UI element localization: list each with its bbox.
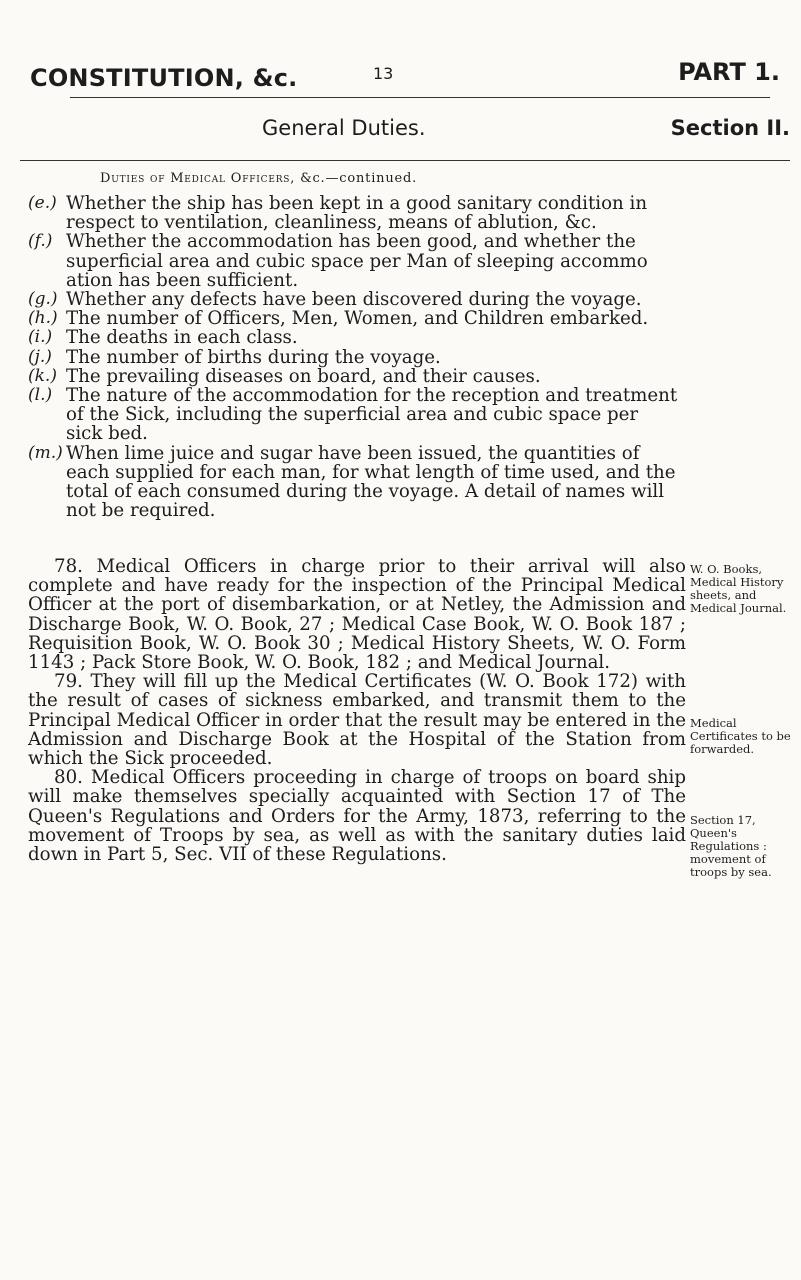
running-head-title: CONSTITUTION, &c. <box>30 64 298 92</box>
subheading <box>100 171 417 186</box>
section-rule <box>20 160 790 161</box>
list-item <box>28 348 678 367</box>
list-item <box>28 367 678 386</box>
list-item <box>28 386 678 444</box>
item-marker: (f.) <box>28 231 53 252</box>
margin-note-section-17: Section 17, Queen's Regulations : movement of troops by sea. <box>690 813 772 879</box>
item-text: The nature of the accommodation for the reception and treatment of the Sick, including the superficial area and cubic space per sick bed. <box>66 385 678 445</box>
running-head-part: PART 1. <box>678 58 780 86</box>
item-marker: (i.) <box>28 327 53 348</box>
list-item <box>28 194 678 232</box>
list-item <box>28 444 678 521</box>
item-marker: (j.) <box>28 346 52 367</box>
margin-note-wo-books: W. O. Books, Medical History sheets, and Medical Journal. <box>690 562 787 615</box>
section-title: General Duties. <box>262 116 426 140</box>
item-marker: (h.) <box>28 308 58 329</box>
item-marker: (k.) <box>28 365 57 386</box>
section-number: Section II. <box>670 116 790 140</box>
paragraph-78: 78. Medical Officers in charge prior to their arrival will also complete and have ready for the inspection of the Principal Medical Officer at the port of disembarkation, or at Netley, the Admission and Discharge Book, W. O. Book, 27 ; Medical Case Book, W. O. Book 187 ; Requisition Book, W. O. Book 30 ; Medical History Sheets, W. O. Form 1143 ; Pack Store Book, W. O. Book, 182 ; and Medical Journal. <box>28 556 686 674</box>
list-item <box>28 328 678 347</box>
item-list <box>28 194 678 520</box>
item-text: Whether the ship has been kept in a good sanitary condition in respect to ventilation, cleanliness, means of ablution, &c. <box>66 193 648 234</box>
list-item <box>28 309 678 328</box>
item-text: The number of Officers, Men, Women, and Children embarked. <box>66 308 649 330</box>
item-marker: (g.) <box>28 289 58 310</box>
page-number: 13 <box>373 64 394 83</box>
subheading-rest: &c.—continued. <box>295 171 418 186</box>
item-text: The number of births during the voyage. <box>66 346 441 368</box>
margin-note-certificates: Medical Certificates to be forwarded. <box>690 716 791 756</box>
paragraph-79: 79. They will fill up the Medical Certificates (W. O. Book 172) with the result of cases of sickness embarked, and transmit them to the Principal Medical Officer in order that the result may be entered in the Admission and Discharge Book at the Hospital of the Station from which the Sick proceeded. <box>28 671 686 770</box>
section-heading <box>30 106 790 146</box>
item-text: Whether any defects have been discovered during the voyage. <box>66 289 642 311</box>
item-text: Whether the accommodation has been good, and whether the superficial area and cubic space per Man of sleeping accommo ation has been sufficient. <box>66 231 648 291</box>
list-item <box>28 232 678 290</box>
subheading-small-caps: Duties of Medical Officers, <box>100 171 296 186</box>
body-paragraphs <box>28 557 686 864</box>
item-marker: (l.) <box>28 385 53 406</box>
paragraph-80: 80. Medical Officers proceeding in charge of troops on board ship will make themselves specially acquainted with Section 17 of The Queen's Regulations and Orders for the Army, 1873, referring to the movement of Troops by sea, as well as with the sanitary duties laid down in Part 5, Sec. VII of these Regulations. <box>28 767 686 866</box>
item-marker: (m.) <box>28 442 63 463</box>
running-head <box>30 42 780 92</box>
item-text: The deaths in each class. <box>66 327 298 349</box>
list-item <box>28 290 678 309</box>
item-text: The prevailing diseases on board, and their causes. <box>66 365 541 387</box>
header-rule <box>70 97 770 98</box>
item-marker: (e.) <box>28 193 57 213</box>
item-text: When lime juice and sugar have been issued, the quantities of each supplied for each man, for what length of time used, and the total of each consumed during the voyage. A detail of names will not be required. <box>66 442 676 522</box>
